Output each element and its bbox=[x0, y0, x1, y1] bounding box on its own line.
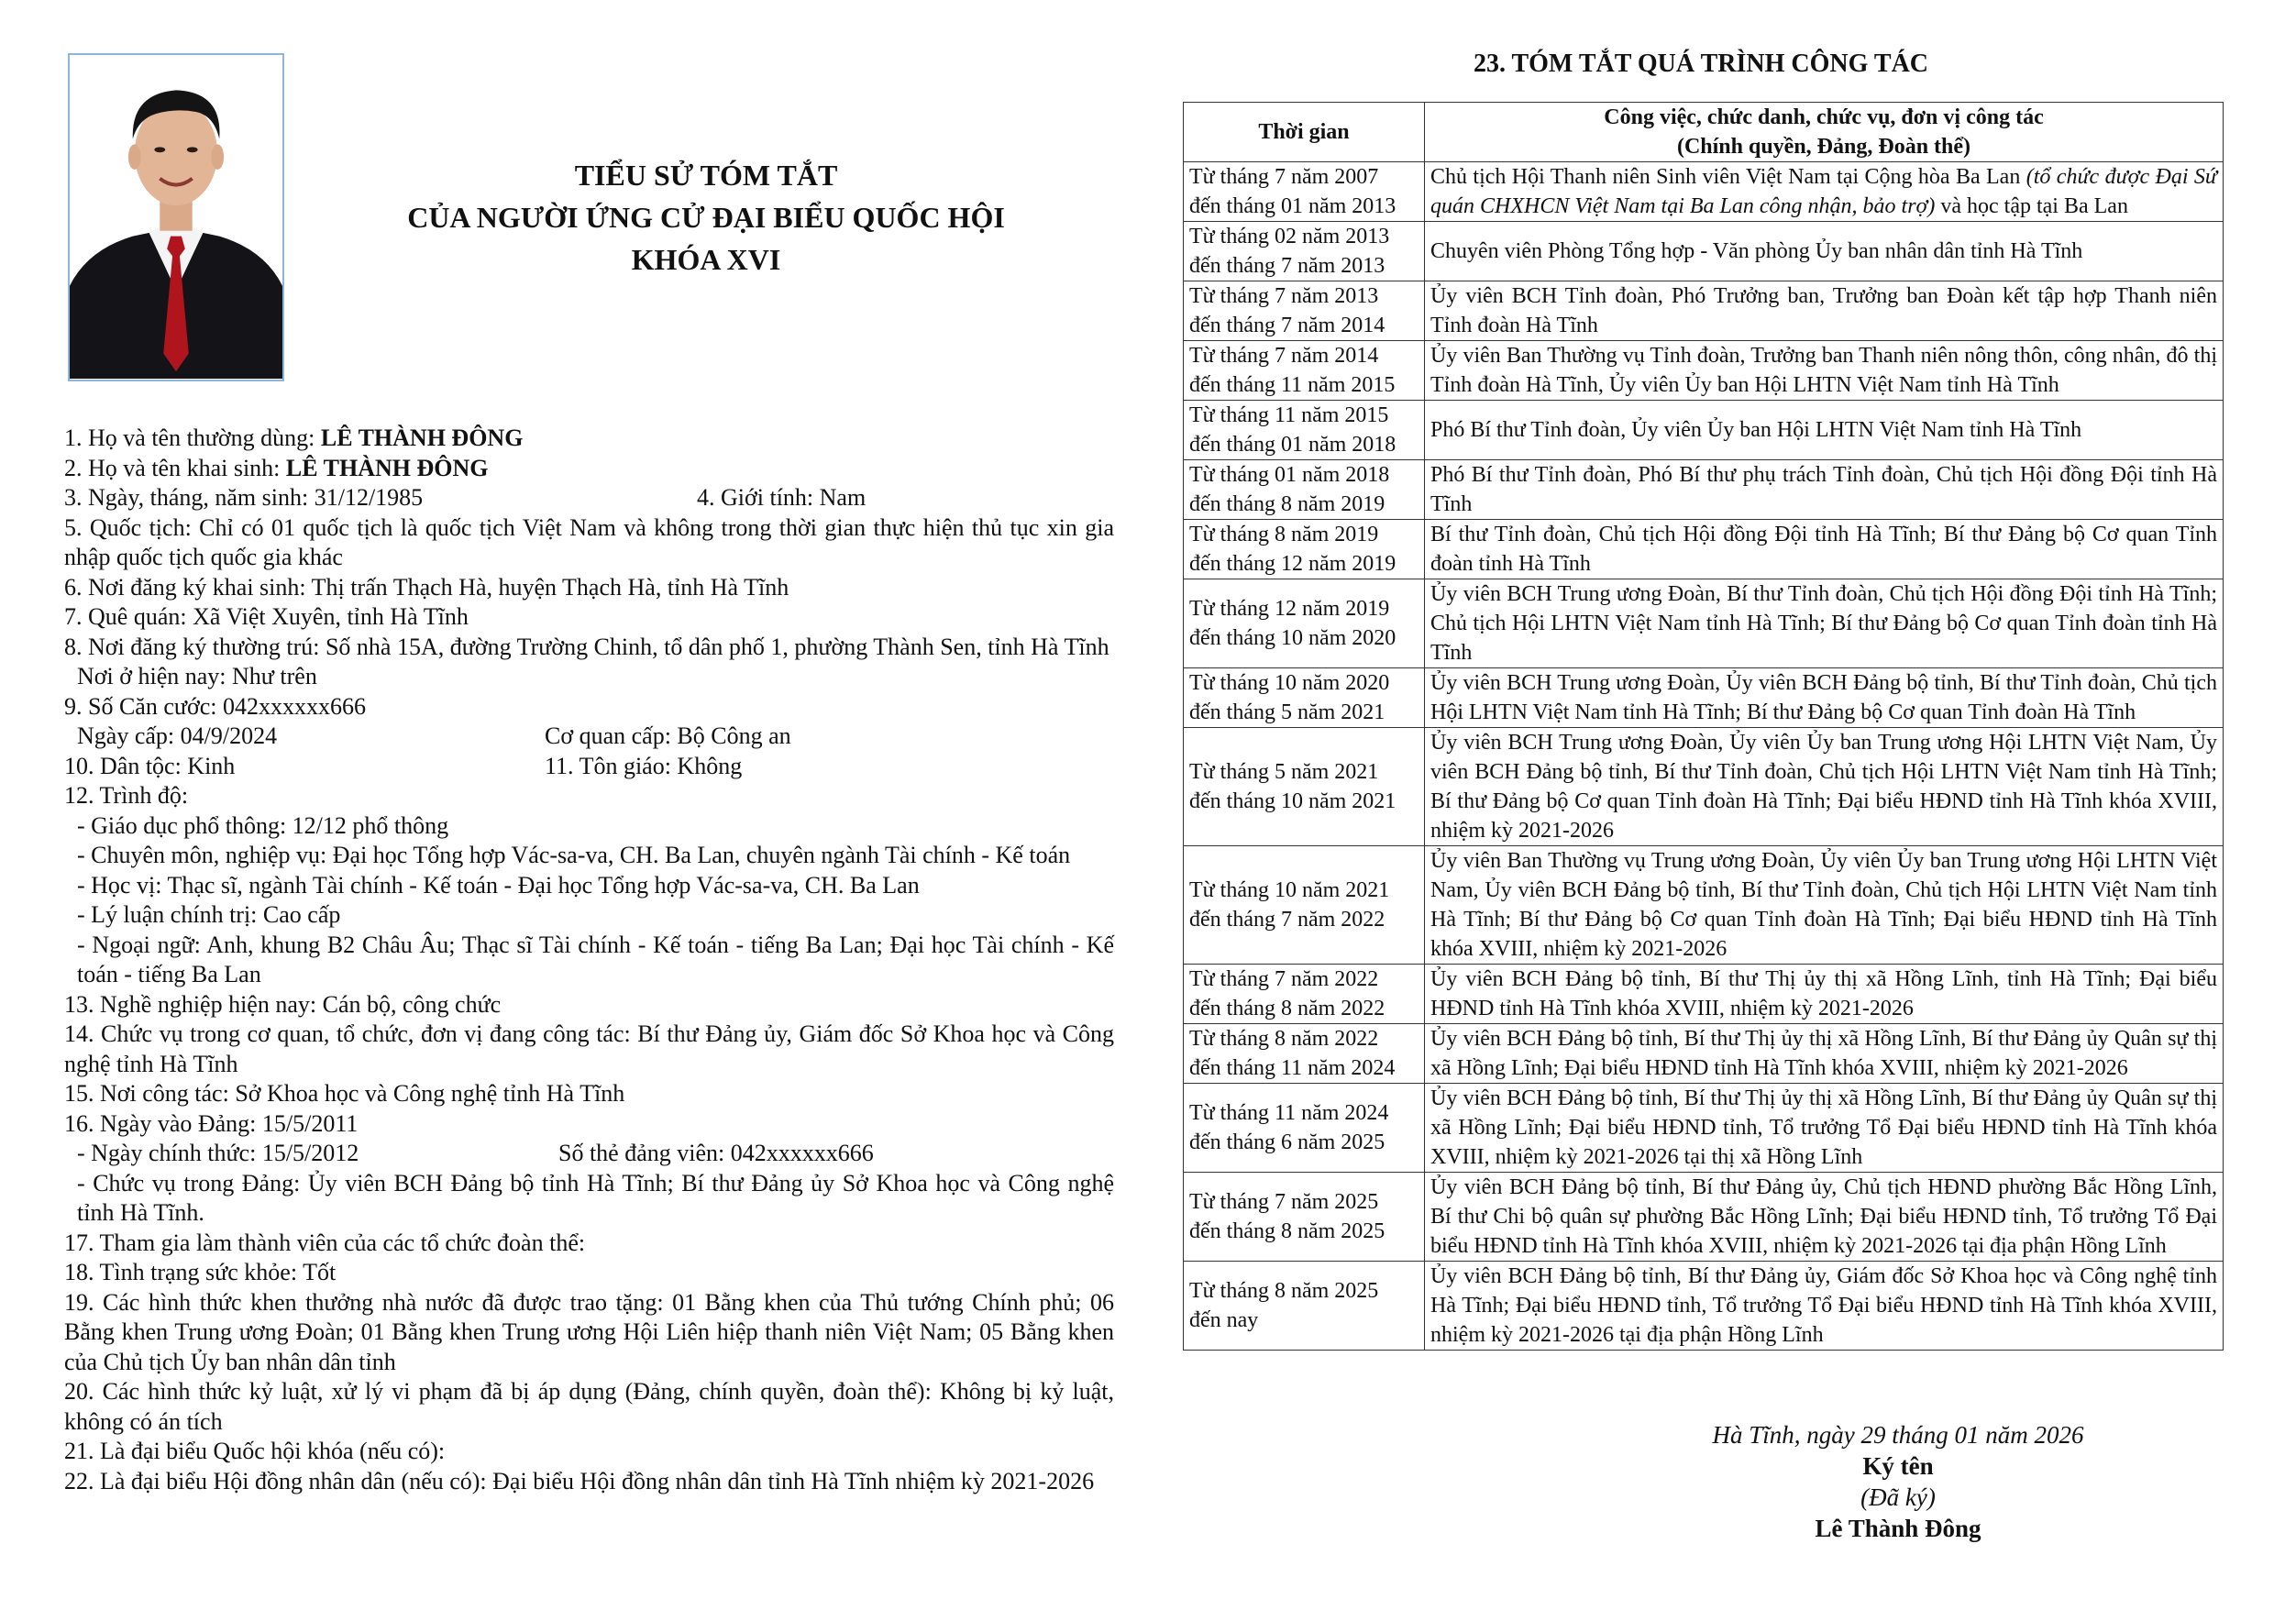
row-job-text: Chuyên viên Phòng Tổng hợp - Văn phòng Ủy ban nhân dân tỉnh Hà Tĩnh bbox=[1430, 239, 2083, 263]
row-time-to: đến tháng 12 năm 2019 bbox=[1189, 552, 1396, 576]
row-time-to: đến tháng 10 năm 2021 bbox=[1189, 789, 1396, 813]
row-time-to: đến tháng 10 năm 2020 bbox=[1189, 626, 1396, 650]
table-row bbox=[1184, 1084, 2224, 1173]
row-time-to: đến nay bbox=[1189, 1308, 1259, 1332]
table-row bbox=[1184, 1173, 2224, 1262]
row-job bbox=[1425, 162, 2224, 222]
row-time bbox=[1184, 162, 1425, 222]
info-party-card: Số thẻ đảng viên: 042xxxxxx666 bbox=[558, 1140, 874, 1166]
row-job bbox=[1425, 1173, 2224, 1262]
row-time bbox=[1184, 401, 1425, 460]
row-time-from: Từ tháng 7 năm 2025 bbox=[1189, 1190, 1379, 1214]
table-row bbox=[1184, 846, 2224, 965]
info-education-general: - Giáo dục phổ thông: 12/12 phổ thông bbox=[77, 811, 449, 839]
row-time-to: đến tháng 01 năm 2018 bbox=[1189, 433, 1396, 457]
row-job-text: Ủy viên Ban Thường vụ Trung ương Đoàn, Ủy viên Ủy ban Trung ương Hội LHTN Việt Nam, Ủy viên BCH Đảng bộ tỉnh, Bí thư Tỉnh đoàn, Chủ tịch Hội LHTN Việt Nam tỉnh Hà Tĩnh; Bí thư Đảng bộ Cơ quan Tỉnh đoàn Hà Tĩnh; Đại biểu HĐND tỉnh Hà Tĩnh khóa XVIII, nhiệm kỳ 2021-2026 bbox=[1430, 849, 2217, 961]
info-position: 14. Chức vụ trong cơ quan, tổ chức, đơn vị đang công tác: Bí thư Đảng ủy, Giám đốc Sở Khoa học và Công nghệ tỉnh Hà Tĩnh bbox=[64, 1020, 1114, 1077]
info-id-issue bbox=[64, 722, 1114, 752]
place-date: Hà Tĩnh, ngày 29 tháng 01 năm 2026 bbox=[1712, 1421, 2084, 1449]
row-time-from: Từ tháng 01 năm 2018 bbox=[1189, 463, 1390, 487]
row-time-to: đến tháng 8 năm 2022 bbox=[1189, 997, 1385, 1020]
row-time-from: Từ tháng 7 năm 2014 bbox=[1189, 344, 1379, 368]
info-party-official-date: - Ngày chính thức: 15/5/2012 bbox=[77, 1140, 359, 1166]
info-occupation: 13. Nghề nghiệp hiện nay: Cán bộ, công chức bbox=[64, 990, 502, 1018]
info-id-number: 9. Số Căn cước: 042xxxxxx666 bbox=[64, 692, 366, 720]
row-time-to: đến tháng 8 năm 2019 bbox=[1189, 492, 1385, 516]
row-time bbox=[1184, 341, 1425, 401]
info-birth-name: 2. Họ và tên khai sinh: LÊ THÀNH ĐÔNG bbox=[64, 454, 489, 481]
row-time-from: Từ tháng 7 năm 2007 bbox=[1189, 165, 1379, 189]
row-job bbox=[1425, 1024, 2224, 1084]
row-job-text: Ủy viên BCH Trung ương Đoàn, Ủy viên BCH Đảng bộ tỉnh, Bí thư Tỉnh đoàn, Chủ tịch Hội LHTN Việt Nam tỉnh Hà Tĩnh; Bí thư Đảng bộ Cơ quan Tỉnh đoàn Hà Tĩnh bbox=[1430, 671, 2217, 724]
table-row bbox=[1184, 460, 2224, 520]
row-job-text: Ủy viên BCH Đảng bộ tỉnh, Bí thư Thị ủy thị xã Hồng Lĩnh, Bí thư Đảng ủy Quân sự thị xã Hồng Lĩnh; Đại biểu HĐND tỉnh Hà Tĩnh khóa XVIII, nhiệm kỳ 2021-2026 bbox=[1430, 1027, 2217, 1080]
row-time bbox=[1184, 1173, 1425, 1262]
table-row bbox=[1184, 1024, 2224, 1084]
work-history-heading: 23. TÓM TẮT QUÁ TRÌNH CÔNG TÁC bbox=[1473, 50, 1929, 78]
row-time bbox=[1184, 1084, 1425, 1173]
personal-info bbox=[64, 424, 1114, 1496]
row-job-text: Phó Bí thư Tỉnh đoàn, Ủy viên Ủy ban Hội LHTN Việt Nam tỉnh Hà Tĩnh bbox=[1430, 418, 2082, 442]
info-education-specialty: - Chuyên môn, nghiệp vụ: Đại học Tổng hợp Vác-sa-va, CH. Ba Lan, chuyên ngành Tài chính - Kế toán bbox=[77, 842, 1071, 868]
info-education-political: - Lý luận chính trị: Cao cấp bbox=[77, 901, 341, 928]
table-row bbox=[1184, 341, 2224, 401]
work-history-table bbox=[1183, 102, 2224, 1351]
row-time-from: Từ tháng 10 năm 2021 bbox=[1189, 878, 1390, 902]
table-row bbox=[1184, 965, 2224, 1024]
row-time-from: Từ tháng 7 năm 2013 bbox=[1189, 284, 1379, 308]
row-time-from: Từ tháng 8 năm 2025 bbox=[1189, 1279, 1379, 1303]
portrait-icon bbox=[70, 55, 282, 380]
row-time-from: Từ tháng 10 năm 2020 bbox=[1189, 671, 1390, 695]
row-time-from: Từ tháng 02 năm 2013 bbox=[1189, 225, 1390, 248]
row-time-from: Từ tháng 11 năm 2024 bbox=[1189, 1101, 1389, 1125]
info-dob-gender bbox=[64, 483, 1114, 513]
row-time bbox=[1184, 579, 1425, 668]
info-religion: 11. Tôn giáo: Không bbox=[545, 752, 743, 779]
info-party-position: - Chức vụ trong Đảng: Ủy viên BCH Đảng bộ tỉnh Hà Tĩnh; Bí thư Đảng ủy Sở Khoa học và Công nghệ tỉnh Hà Tĩnh. bbox=[77, 1169, 1114, 1226]
row-job-text: Ủy viên BCH Tỉnh đoàn, Phó Trưởng ban, Trưởng ban Đoàn kết tập hợp Thanh niên Tỉnh đoàn Hà Tĩnh bbox=[1430, 284, 2217, 337]
info-discipline: 20. Các hình thức kỷ luật, xử lý vi phạm đã bị áp dụng (Đảng, chính quyền, đoàn thể): Không bị kỷ luật, không có án tích bbox=[64, 1378, 1114, 1435]
header-job bbox=[1425, 103, 2224, 162]
signed-note: (Đã ký) bbox=[1860, 1483, 1936, 1511]
table-row bbox=[1184, 728, 2224, 846]
row-time bbox=[1184, 846, 1425, 965]
row-job-text: Ủy viên BCH Đảng bộ tỉnh, Bí thư Thị ủy thị xã Hồng Lĩnh, tỉnh Hà Tĩnh; Đại biểu HĐND tỉnh Hà Tĩnh khóa XVIII, nhiệm kỳ 2021-2026 bbox=[1430, 967, 2217, 1020]
info-permanent-residence: 8. Nơi đăng ký thường trú: Số nhà 15A, đường Trường Chinh, tổ dân phố 1, phường Thành Sen, tỉnh Hà Tĩnh bbox=[64, 633, 1109, 660]
info-id-issue-date: Ngày cấp: 04/9/2024 bbox=[77, 722, 278, 749]
signer-name: Lê Thành Đông bbox=[1815, 1515, 1981, 1542]
header-job-line-2: (Chính quyền, Đảng, Đoàn thể) bbox=[1676, 135, 1971, 159]
row-time-from: Từ tháng 8 năm 2019 bbox=[1189, 523, 1379, 546]
row-job bbox=[1425, 668, 2224, 728]
table-row bbox=[1184, 281, 2224, 341]
signature-block bbox=[1623, 1419, 2173, 1544]
row-time-to: đến tháng 5 năm 2021 bbox=[1189, 700, 1385, 724]
row-time bbox=[1184, 1024, 1425, 1084]
row-time-from: Từ tháng 12 năm 2019 bbox=[1189, 597, 1390, 621]
row-time-to: đến tháng 7 năm 2022 bbox=[1189, 908, 1385, 932]
row-job bbox=[1425, 281, 2224, 341]
title-line-2: CỦA NGƯỜI ỨNG CỬ ĐẠI BIỂU QUỐC HỘI bbox=[407, 201, 1005, 234]
row-time-to: đến tháng 7 năm 2013 bbox=[1189, 254, 1385, 278]
info-nationality: 5. Quốc tịch: Chỉ có 01 quốc tịch là quốc tịch Việt Nam và không trong thời gian thực hiện thủ tục xin gia nhập quốc tịch quốc gia khác bbox=[64, 513, 1114, 570]
info-dob: 3. Ngày, tháng, năm sinh: 31/12/1985 bbox=[64, 484, 424, 511]
info-ethnicity: 10. Dân tộc: Kinh bbox=[64, 752, 236, 779]
row-job bbox=[1425, 579, 2224, 668]
row-time bbox=[1184, 520, 1425, 579]
row-job-text: Ủy viên BCH Trung ương Đoàn, Ủy viên Ủy ban Trung ương Hội LHTN Việt Nam, Ủy viên BCH Đảng bộ tỉnh, Bí thư Tỉnh đoàn, Chủ tịch Hội LHTN Việt Nam tỉnh Hà Tĩnh; Bí thư Đảng bộ Cơ quan Tỉnh đoàn Hà Tĩnh; Đại biểu HĐND tỉnh Hà Tĩnh khóa XVIII, nhiệm kỳ 2021-2026 bbox=[1430, 731, 2217, 843]
table-row bbox=[1184, 1262, 2224, 1351]
table-row bbox=[1184, 520, 2224, 579]
info-gender: 4. Giới tính: Nam bbox=[697, 484, 867, 511]
row-job-text: Ủy viên Ban Thường vụ Tỉnh đoàn, Trưởng ban Thanh niên nông thôn, công nhân, đô thị Tỉnh đoàn Hà Tĩnh, Ủy viên Ủy ban Hội LHTN Việt Nam tỉnh Hà Tĩnh bbox=[1430, 344, 2217, 397]
row-time bbox=[1184, 668, 1425, 728]
table-header-row bbox=[1184, 103, 2224, 162]
info-hometown: 7. Quê quán: Xã Việt Xuyên, tỉnh Hà Tĩnh bbox=[64, 603, 469, 630]
row-job-text: Ủy viên BCH Đảng bộ tỉnh, Bí thư Đảng ủy, Giám đốc Sở Khoa học và Công nghệ tỉnh Hà Tĩnh; Đại biểu HĐND tỉnh, Tổ trưởng Tổ Đại biểu HĐND tỉnh Hà Tĩnh khóa XVIII, nhiệm kỳ 2021-2026 tại địa phận Hồng Lĩnh bbox=[1430, 1264, 2217, 1347]
row-time-from: Từ tháng 8 năm 2022 bbox=[1189, 1027, 1379, 1051]
row-time-from: Từ tháng 5 năm 2021 bbox=[1189, 760, 1379, 784]
row-job-text: Ủy viên BCH Đảng bộ tỉnh, Bí thư Đảng ủy, Chủ tịch HĐND phường Bắc Hồng Lĩnh, Bí thư Chi bộ quân sự phường Bắc Hồng Lĩnh; Đại biểu HĐND tỉnh, Tổ trưởng Tổ Đại biểu HĐND tỉnh Hà Tĩnh khóa XVIII, nhiệm kỳ 2021-2026 tại địa phận Hồng Lĩnh bbox=[1430, 1175, 2217, 1258]
row-job bbox=[1425, 1084, 2224, 1173]
info-workplace: 15. Nơi công tác: Sở Khoa học và Công nghệ tỉnh Hà Tĩnh bbox=[64, 1080, 625, 1107]
info-party-join-date: 16. Ngày vào Đảng: 15/5/2011 bbox=[64, 1109, 359, 1137]
row-job bbox=[1425, 222, 2224, 281]
row-time-to: đến tháng 7 năm 2014 bbox=[1189, 314, 1385, 337]
row-time bbox=[1184, 728, 1425, 846]
info-health: 18. Tình trạng sức khỏe: Tốt bbox=[64, 1259, 337, 1285]
row-time bbox=[1184, 281, 1425, 341]
row-job bbox=[1425, 341, 2224, 401]
row-time-to: đến tháng 01 năm 2013 bbox=[1189, 194, 1396, 218]
portrait-photo bbox=[68, 53, 284, 381]
info-birth-registration: 6. Nơi đăng ký khai sinh: Thị trấn Thạch Hà, huyện Thạch Hà, tỉnh Hà Tĩnh bbox=[64, 573, 789, 601]
row-time bbox=[1184, 222, 1425, 281]
table-row bbox=[1184, 668, 2224, 728]
row-time-to: đến tháng 8 năm 2025 bbox=[1189, 1219, 1385, 1243]
row-time-to: đến tháng 6 năm 2025 bbox=[1189, 1130, 1385, 1154]
header-time: Thời gian bbox=[1184, 103, 1425, 162]
info-current-residence: Nơi ở hiện nay: Như trên bbox=[77, 663, 317, 689]
row-job bbox=[1425, 1262, 2224, 1351]
row-time-to: đến tháng 11 năm 2015 bbox=[1189, 373, 1396, 397]
info-party-official bbox=[64, 1139, 1114, 1169]
row-time bbox=[1184, 460, 1425, 520]
row-job bbox=[1425, 460, 2224, 520]
row-time bbox=[1184, 965, 1425, 1024]
row-time-from: Từ tháng 11 năm 2015 bbox=[1189, 403, 1389, 427]
row-job-text: Chủ tịch Hội Thanh niên Sinh viên Việt Nam tại Cộng hòa Ba Lan bbox=[1430, 165, 2026, 189]
info-id-issuer: Cơ quan cấp: Bộ Công an bbox=[545, 722, 791, 749]
row-time-to: đến tháng 11 năm 2024 bbox=[1189, 1056, 1396, 1080]
row-job-text: Phó Bí thư Tỉnh đoàn, Phó Bí thư phụ trách Tỉnh đoàn, Chủ tịch Hội đồng Đội tỉnh Hà Tĩnh bbox=[1430, 463, 2217, 516]
info-peoples-council: 22. Là đại biểu Hội đồng nhân dân (nếu có): Đại biểu Hội đồng nhân dân tỉnh Hà Tĩnh nhiệm kỳ 2021-2026 bbox=[64, 1467, 1095, 1494]
title-line-3: KHÓA XVI bbox=[631, 243, 781, 276]
info-full-name: 1. Họ và tên thường dùng: LÊ THÀNH ĐÔNG bbox=[64, 425, 524, 451]
info-organizations: 17. Tham gia làm thành viên của các tổ chức đoàn thể: bbox=[64, 1229, 586, 1256]
table-row bbox=[1184, 579, 2224, 668]
title-line-1: TIỂU SỬ TÓM TẮT bbox=[574, 159, 838, 192]
table-row bbox=[1184, 401, 2224, 460]
info-ethnicity-religion bbox=[64, 752, 1114, 782]
row-job bbox=[1425, 401, 2224, 460]
info-education: 12. Trình độ: bbox=[64, 782, 189, 809]
row-job bbox=[1425, 728, 2224, 846]
row-job bbox=[1425, 520, 2224, 579]
table-row bbox=[1184, 162, 2224, 222]
row-job-text: Bí thư Tỉnh đoàn, Chủ tịch Hội đồng Đội tỉnh Hà Tĩnh; Bí thư Đảng bộ Cơ quan Tỉnh đoàn tỉnh Hà Tĩnh bbox=[1430, 523, 2217, 576]
row-job-text-end: và học tập tại Ba Lan bbox=[1935, 194, 2128, 218]
row-job-text: Ủy viên BCH Đảng bộ tỉnh, Bí thư Thị ủy thị xã Hồng Lĩnh, Bí thư Đảng ủy Quân sự thị xã Hồng Lĩnh; Đại biểu HĐND tỉnh, Tổ trưởng Tổ Đại biểu HĐND tỉnh Hà Tĩnh khóa XVIII, nhiệm kỳ 2021-2026 tại thị xã Hồng Lĩnh bbox=[1430, 1086, 2217, 1169]
row-job bbox=[1425, 965, 2224, 1024]
row-time-from: Từ tháng 7 năm 2022 bbox=[1189, 967, 1379, 991]
info-education-language: - Ngoại ngữ: Anh, khung B2 Châu Âu; Thạc sĩ Tài chính - Kế toán - tiếng Ba Lan; Đại học Tài chính - Kế toán - tiếng Ba Lan bbox=[77, 931, 1114, 987]
row-time bbox=[1184, 1262, 1425, 1351]
document-title bbox=[348, 154, 1064, 281]
info-awards: 19. Các hình thức khen thưởng nhà nước đã được trao tặng: 01 Bằng khen của Thủ tướng Chính phủ; 06 Bằng khen Trung ương Đoàn; 01 Bằng khen Trung ương Hội Liên hiệp thanh niên Việt Nam; 05 Bằng khen của Chủ tịch Ủy ban nhân dân tỉnh bbox=[64, 1288, 1114, 1375]
row-job-text: Ủy viên BCH Trung ương Đoàn, Bí thư Tỉnh đoàn, Chủ tịch Hội đồng Đội tỉnh Hà Tĩnh; Chủ tịch Hội LHTN Việt Nam tỉnh Hà Tĩnh; Bí thư Đảng bộ Cơ quan Tỉnh đoàn tỉnh Hà Tĩnh bbox=[1430, 582, 2217, 665]
info-education-degree: - Học vị: Thạc sĩ, ngành Tài chính - Kế toán - Đại học Tổng hợp Vác-sa-va, CH. Ba Lan bbox=[77, 871, 920, 899]
header-job-line-1: Công việc, chức danh, chức vụ, đơn vị công tác bbox=[1604, 105, 2044, 129]
row-job bbox=[1425, 846, 2224, 965]
table-row bbox=[1184, 222, 2224, 281]
row-job-note: (tổ chức được Đại Sứ quán CHXHCN Việt Nam tại Ba Lan công nhận, bảo trợ) bbox=[1430, 165, 2217, 218]
info-national-assembly: 21. Là đại biểu Quốc hội khóa (nếu có): bbox=[64, 1438, 446, 1464]
sign-label: Ký tên bbox=[1862, 1452, 1934, 1480]
